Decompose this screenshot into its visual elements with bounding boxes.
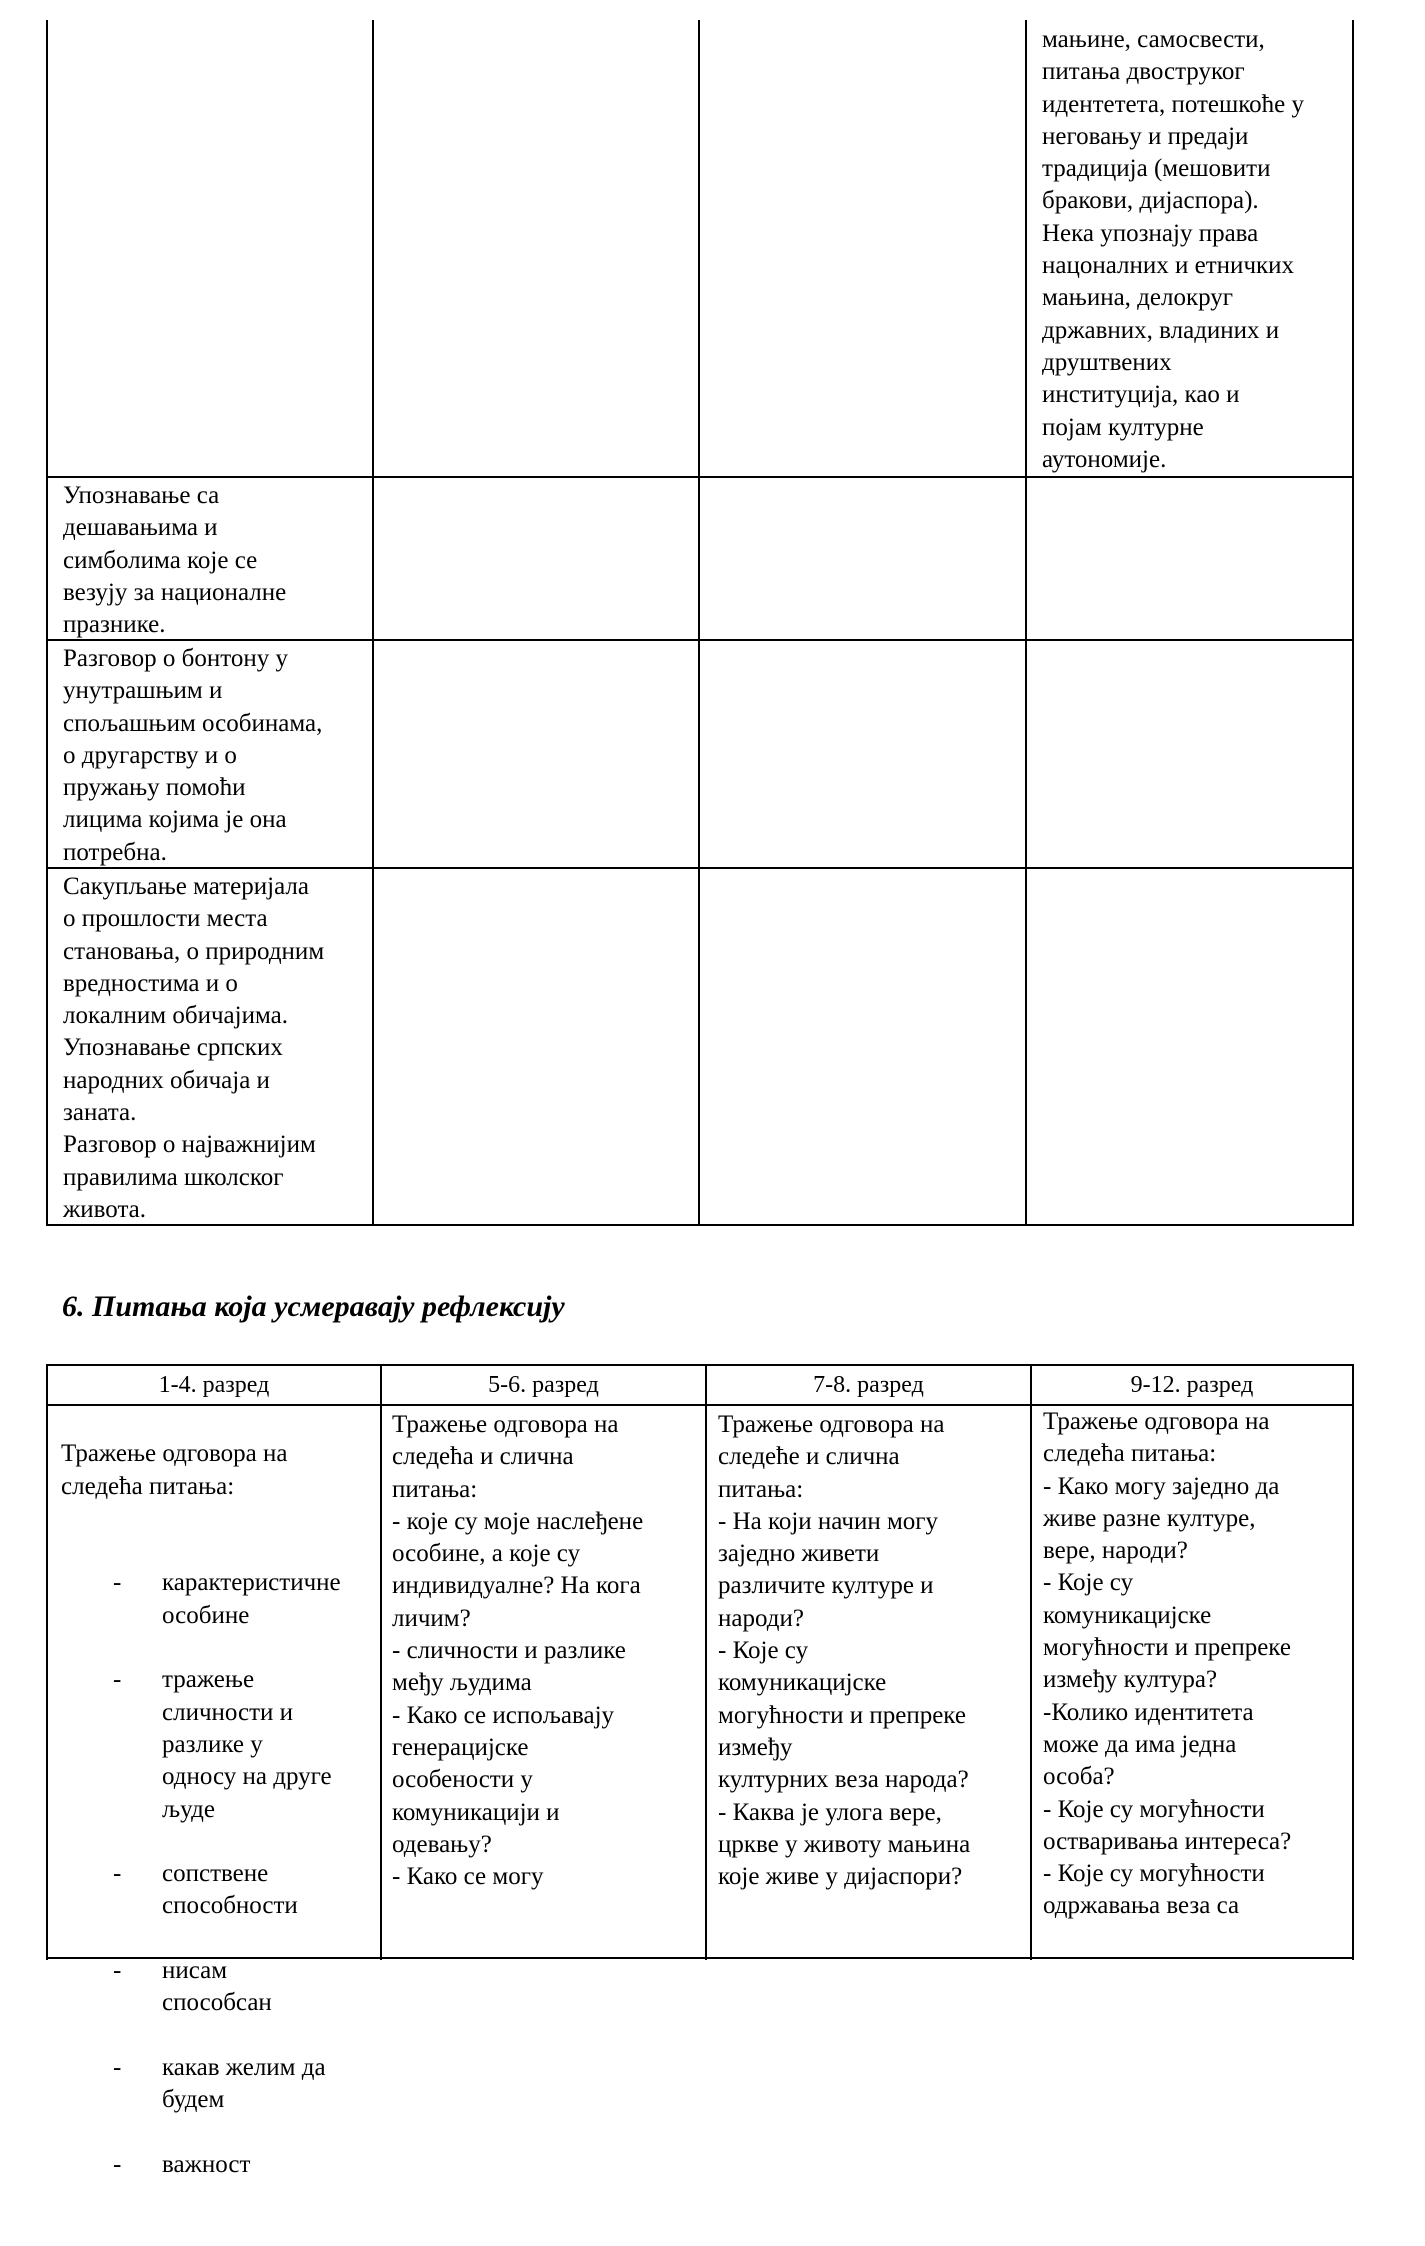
table-cell-grade-5-6: Тражење одговора на следећа и слична питања: - које су моје наслеђене особине, а које су индивидуалне? На кога личим? - сличности и разлике међу људима - Како се испољавају генерацијске особености у комуникацији и одевању? - Како се могу xyxy=(392,1411,644,1891)
table-cell: Упознавање са дешавањима и симболима које се везују за националне празнике. xyxy=(63,482,287,639)
table-cell: Сакупљање материјала о прошлости места становања, о природним вредностима и о локалним обичајима. Упознавање српских народних обичаја и заната. Разговор о најважнијим правилима школског живота. xyxy=(63,873,325,1223)
list-item: - сопствене способности xyxy=(61,1858,379,1923)
column-header-grade-7-8: 7-8. разред xyxy=(813,1372,924,1398)
table-border xyxy=(46,476,1354,478)
table-border xyxy=(380,1364,382,1960)
content-table-continued xyxy=(46,20,1354,1226)
table-cell: Разговор о бонтону у унутрашњим и спољашњим особинама, о другарству и о пружању помоћи лицима којима је она потребна. xyxy=(63,645,323,866)
table-border xyxy=(698,20,700,1226)
list-item: - тражење сличности и разлике у односу на друге људе xyxy=(61,1664,379,1825)
table-cell-grade-1-4 xyxy=(61,1406,379,2246)
table-border xyxy=(1025,20,1027,1226)
bullet-list xyxy=(61,1535,379,2213)
list-item: - важност xyxy=(61,2149,379,2181)
table-border xyxy=(1030,1364,1032,1960)
column-header-grade-1-4: 1-4. разред xyxy=(158,1372,270,1398)
list-item: - какав желим да будем xyxy=(61,2052,379,2117)
section-heading: 6. Питања која усмеравају рефлексију xyxy=(62,1290,565,1323)
cell-intro: Тражење одговора на следећа питања: xyxy=(61,1440,288,1500)
table-border xyxy=(705,1364,707,1960)
list-item: - нисам способсан xyxy=(61,1955,379,2020)
table-border xyxy=(46,20,48,1226)
column-header-grade-9-12: 9-12. разред xyxy=(1130,1372,1254,1398)
table-border xyxy=(372,20,374,1226)
column-header-grade-5-6: 5-6. разред xyxy=(488,1372,599,1398)
table-cell-grade-9-12: Тражење одговора на следећа питања: - Како могу заједно да живе разне културе, вере, народи? - Које су комуникацијске могућности и препреке између култура? -Колико идентитета може да има једна особа? - Које су могућности остваривања интереса? - Које су могућности одржавања веза са xyxy=(1043,1408,1292,1920)
table-border xyxy=(1352,20,1354,1226)
table-cell-grade-7-8: Тражење одговора на следеће и слична питања: - На који начин могу заједно живети различите културе и народи? - Које су комуникацијске могућности и препреке између културних веза народа? - Каква је улога вере, цркве у животу мањина које живе у дијаспори? xyxy=(718,1411,971,1891)
reflection-questions-table xyxy=(46,1364,1354,2178)
table-border xyxy=(46,1364,1354,1366)
table-border xyxy=(46,1364,48,1960)
table-cell: мањине, самосвести, питања двоструког идентетета, потешкоће у неговању и предаји традиција (мешовити бракови, дијаспора). Нека упознају права нацоналних и етничких мањина, делокруг државних, владиних и друштвених институција, као и појам културне аутономије. xyxy=(1042,26,1304,473)
table-border xyxy=(1352,1364,1354,1960)
list-item: - карактеристичне особине xyxy=(61,1567,379,1632)
